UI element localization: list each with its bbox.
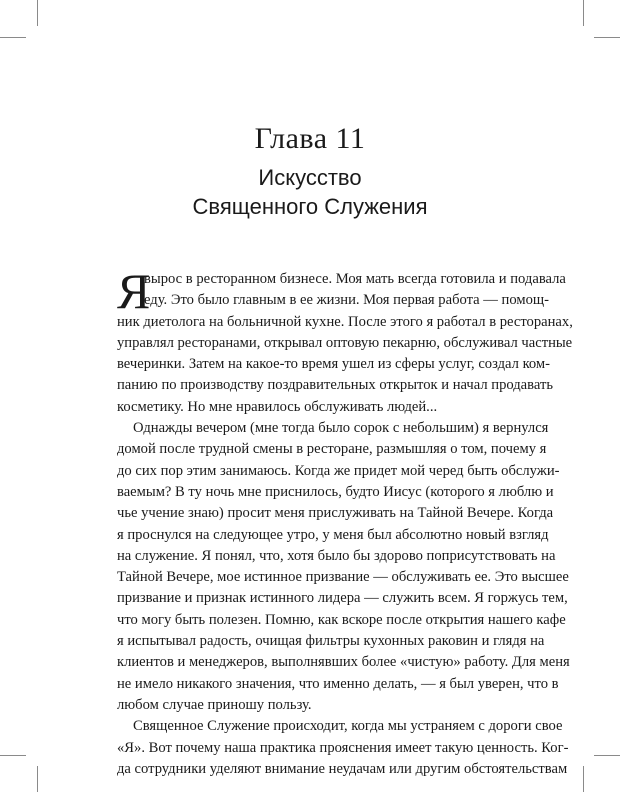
text-line: я проснулся на следующее утро, у меня был абсолютно новый взгляд [117,526,549,543]
text-line: вырос в ресторанном бизнесе. Моя мать всегда готовила и подавала [144,271,566,287]
text-line: ваемым? В ту ночь мне приснилось, будто Иисус (которого я люблю и [117,483,554,500]
text-line: косметику. Но мне нравилось обслуживать людей... [117,398,438,415]
crop-mark [594,37,620,38]
crop-mark [37,0,38,26]
crop-mark [37,766,38,792]
crop-mark [594,755,620,756]
text-line: не имело никакого значения, что именно делать, — я был уверен, что в [117,675,559,692]
text-line: вечеринки. Затем на какое-то время ушел из сферы услуг, создал ком- [117,356,551,373]
chapter-number: Глава 11 [254,122,366,155]
text-line: любом случае приношу пользу. [117,696,312,713]
text-line: еду. Это было главным в ее жизни. Моя первая работа — помощ- [144,292,549,309]
chapter-title-line: Искусство [258,165,362,190]
text-line: Однажды вечером (мне тогда было сорок с небольшим) я вернулся [133,420,549,437]
text-line: я испытывал радость, очищая фильтры кухонных раковин и глядя на [117,633,545,650]
text-line: панию по производству поздравительных открыток и начал продавать [117,377,553,394]
text-line: призвание и признак истинного лидера — служить всем. Я горжусь тем, [117,590,568,607]
chapter-title-line: Священного Служения [192,194,428,219]
chapter-title [0,163,620,221]
text-line: чье учение знаю) просит меня прислуживать на Тайной Вечере. Когда [117,505,554,522]
text-line: ник диетолога на больничной кухне. После этого я работал в ресторанах, [117,313,573,330]
text-line: Священное Служение происходит, когда мы устраняем с дороги свое [133,718,563,735]
crop-mark [583,766,584,792]
crop-mark [0,755,26,756]
crop-mark [583,0,584,26]
text-line: клиентов и менеджеров, выполнявших более «чистую» работу. Для меня [117,654,570,671]
body-text [117,263,573,780]
text-line: домой после трудной смены в ресторане, размышляя о том, почему я [117,441,547,458]
text-line: Тайной Вечере, мое истинное призвание — обслуживать ее. Это высшее [117,569,569,586]
text-line: да сотрудники уделяют внимание неудачам или другим обстоятельствам [117,760,568,777]
text-line: что могу быть полезен. Помню, как вскоре после открытия нашего кафе [117,611,566,628]
drop-cap: Я [117,263,151,319]
text-line: на служение. Я понял, что, хотя было бы здорово поприсутствовать на [117,547,556,564]
text-line: управлял ресторанами, открывал оптовую пекарню, обслуживал частные [117,334,573,351]
text-line: до сих пор этим занимаюсь. Когда же придет мой черед быть обслужи- [117,462,560,479]
crop-mark [0,37,26,38]
text-line: «Я». Вот почему наша практика прояснения имеет такую ценность. Ког- [117,739,569,756]
